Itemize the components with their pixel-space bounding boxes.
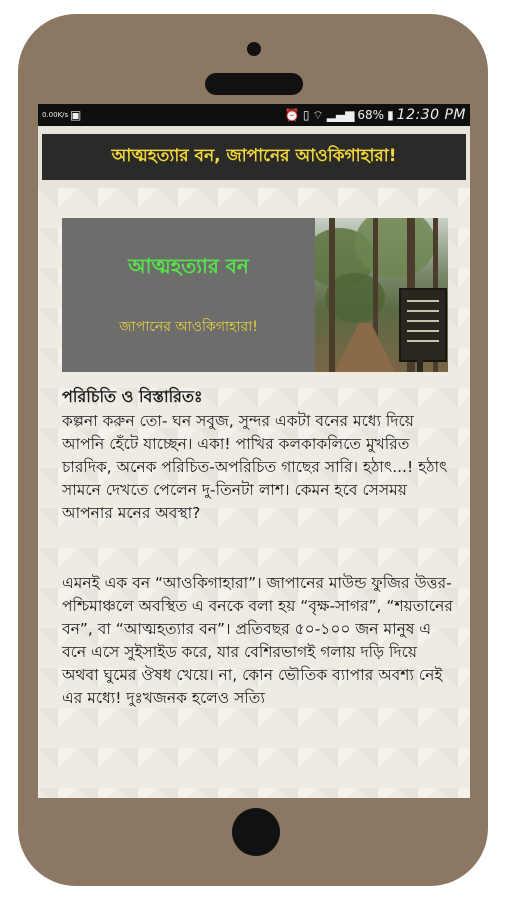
banner-title: আত্মহত্যার বন: [128, 253, 249, 278]
wifi-icon: ⌔: [312, 108, 324, 122]
app-header: [38, 126, 470, 188]
article-paragraph: এমনই এক বন “আওকিগাহারা”। জাপানের মাউন্ড ফুজির উত্তর-পশ্চিমাঞ্চলে অবস্থিত এ বনকে বলা হয় “বৃক্ষ-সাগর”, “শয়তানের বন”, বা “আত্মহত্যার বন”। প্রতিবছর ৫০-১০০ জন মানুষ এ বনে এসে সুইসাইড করে, যার বেশিরভাগই গলায় দড়ি দিয়ে অথবা ঘুমের ঔষধ খেয়ে। না, কোন ভৌতিক ব্যাপার অবশ্য নেই এর মধ্যে! দুঃখজনক হলেও সত্যি: [62, 574, 453, 707]
alarm-icon: ⏰: [284, 108, 300, 122]
status-bar-left: [38, 104, 81, 126]
banner-subtitle: জাপানের আওকিগাহারা!: [119, 318, 258, 335]
network-speed-icon: 0.00K/s: [42, 111, 69, 119]
article-paragraph: কল্পনা করুন তো- ঘন সবুজ, সুন্দর একটা বনের মধ্যে দিয়ে আপনি হেঁটে যাচ্ছেন। একা! পাখির কলকাকলিতে মুখরিত চারদিক, অনেক পরিচিত-অপরিচিত গাছের সারি। হঠাৎ...! হঠাৎ সামনে দেখতে পেলেন দু-তিনটা লাশ। কেমন হবে সেসময় আপনার মনের অবস্থা?: [62, 412, 448, 522]
app-screen: [38, 104, 470, 798]
article-content[interactable]: [38, 188, 470, 798]
signal-icon: ▂▄▆: [326, 108, 355, 122]
vibrate-icon: ▯: [302, 108, 310, 122]
status-bar-right: [285, 104, 470, 126]
image-notification-icon: ▣: [70, 108, 82, 122]
forest-warning-sign: [399, 288, 447, 362]
banner-text-panel: [62, 218, 315, 372]
home-button[interactable]: [232, 808, 280, 856]
status-bar: [38, 104, 470, 126]
header-title: আত্মহত্যার বন, জাপানের আওকিগাহারা!: [42, 134, 466, 180]
forest-photo: [315, 218, 448, 372]
section-heading: পরিচিতি ও বিস্তারিতঃ: [62, 387, 203, 406]
article-banner: [62, 218, 448, 372]
battery-percent: 68%: [357, 108, 385, 122]
battery-icon: ▮: [387, 108, 394, 122]
front-camera: [247, 42, 261, 56]
earpiece-speaker: [205, 73, 303, 95]
status-time: 12:30 PM: [396, 107, 466, 123]
